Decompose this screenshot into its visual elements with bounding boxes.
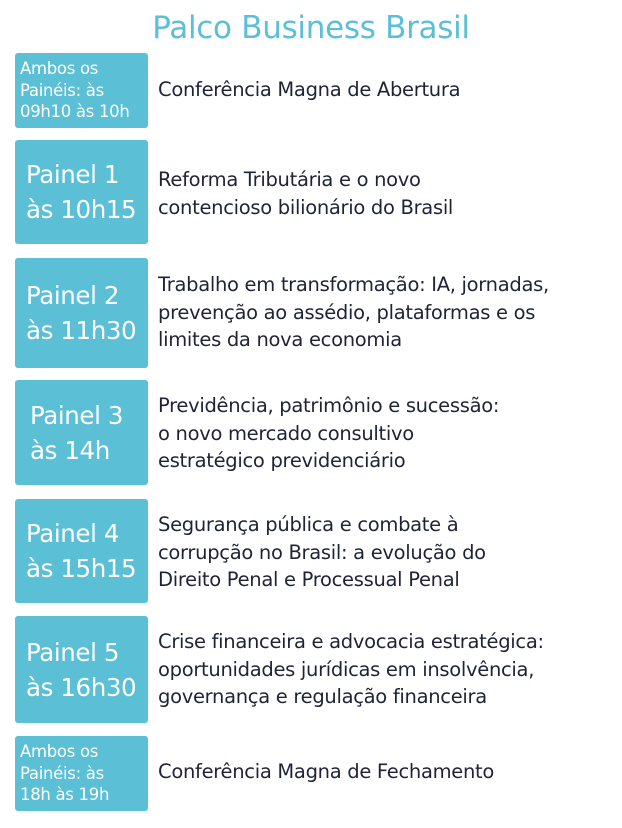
time-badge: [15, 736, 148, 811]
topic-line: Reforma Tributária e o novo: [158, 168, 421, 191]
session-topic: [158, 392, 499, 475]
topic-line: Previdência, patrimônio e sucessão:: [158, 394, 500, 417]
topic-line: Conferência Magna de Fechamento: [158, 760, 495, 783]
session-topic: [158, 271, 549, 354]
badge-line: às 10h15: [26, 195, 137, 224]
badge-line: às 11h30: [26, 316, 137, 345]
badge-line: Painel 1: [26, 160, 120, 189]
badge-line: Painel 3: [30, 400, 124, 430]
topic-line: estratégico previdenciário: [158, 449, 406, 472]
badge-line: Painéis: às: [20, 80, 104, 100]
badge-line: Painel 5: [26, 637, 120, 667]
session-topic: [158, 758, 494, 786]
topic-line: prevenção ao assédio, plataformas e os: [158, 300, 536, 324]
badge-line: Painel 4: [26, 519, 120, 548]
topic-line: Trabalho em transformação: IA, jornadas,: [158, 273, 549, 296]
topic-line: Crise financeira e advocacia estratégica:: [158, 630, 544, 653]
topic-line: Direito Penal e Processual Penal: [158, 568, 460, 591]
time-badge: [15, 616, 148, 723]
badge-line: às 15h15: [26, 554, 137, 583]
badge-line: Painel 2: [26, 281, 120, 310]
session-topic: [158, 628, 544, 711]
topic-line: governança e regulação financeira: [158, 685, 487, 708]
session-topic: [158, 511, 486, 594]
session-topic: [158, 166, 453, 221]
session-topic: [158, 76, 460, 104]
badge-line: Ambos os: [20, 59, 99, 79]
badge-line: às 16h30: [26, 672, 137, 702]
topic-line: o novo mercado consultivo: [158, 421, 414, 445]
badge-line: 18h às 19h: [20, 785, 110, 805]
time-badge: [15, 53, 148, 128]
topic-line: limites da nova economia: [158, 328, 402, 351]
time-badge: [15, 499, 148, 603]
badge-line: às 14h: [30, 435, 110, 465]
topic-line: oportunidades jurídicas em insolvência,: [158, 657, 535, 681]
badge-line: Painéis: às: [20, 763, 104, 783]
topic-line: corrupção no Brasil: a evolução do: [158, 540, 486, 564]
page-title: Palco Business Brasil: [152, 10, 470, 46]
badge-line: Ambos os: [20, 742, 99, 762]
time-badge: [15, 380, 148, 485]
badge-line: 09h10 às 10h: [20, 102, 130, 122]
time-badge: [15, 140, 148, 244]
topic-line: Segurança pública e combate à: [158, 513, 459, 536]
topic-line: Conferência Magna de Abertura: [158, 78, 461, 101]
time-badge: [15, 258, 148, 368]
topic-line: contencioso bilionário do Brasil: [158, 195, 454, 219]
